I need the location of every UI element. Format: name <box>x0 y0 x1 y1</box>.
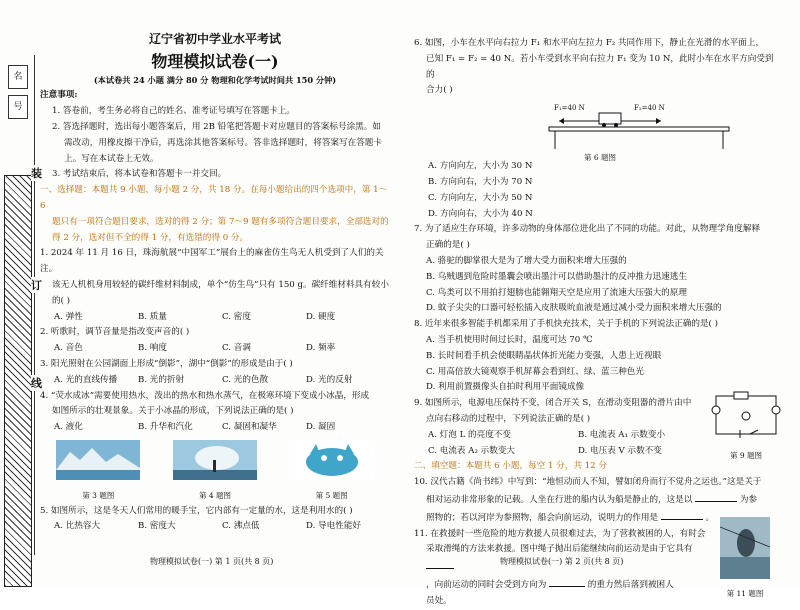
q1-line: 1. 2024 年 11 月 16 日，珠海航展“中国军工”展台上的麻雀仿生鸟无人机受到了人们的关注。 <box>40 248 384 275</box>
q4-line: 4. “荧水成冰”需要使用热水，泼出的热水和热水蒸气，在极寒环境下变成小冰晶，形成 <box>40 390 370 401</box>
force-right-label: F₂=40 N <box>634 104 665 113</box>
q9-line: 点向右移动的过程中，下列说法正确的是( ) <box>426 413 591 424</box>
q2-stem: 2. 听歌时，调节音量是指改变声音的( ) <box>40 327 190 338</box>
q6-line: 6. 如图，小车在水平向右拉力 F₁ 和水平向左拉力 F₂ 共同作用下，静止在光滑的水平面上， <box>414 38 765 48</box>
q1-line: 该无人机机身用较轻的碳纤维材料制成，单个“仿生鸟”只有 150 g。碳纤维材料具有较小 <box>52 279 389 290</box>
option: A. 方向向左，大小为 30 N <box>428 161 533 172</box>
section1-line: 得 2 分，选对但不全的得 1 分，有选错的得 0 分。 <box>52 232 249 243</box>
figure-3 <box>56 440 140 504</box>
q10-line-2 <box>414 491 782 509</box>
note-line: 2. 答选择题时，选出每小题答案后，用 2B 铅笔把答题卡对应题目的答案标号涂黑。如 <box>52 121 381 132</box>
option: C. 沸点低 <box>222 521 260 532</box>
section2-heading: 二、填空题：本题共 6 小题，每空 1 分，共 12 分 <box>414 461 607 472</box>
side-char-ding: 订 <box>31 279 42 292</box>
q6-line: 已知 F₁ = F₂ = 40 N。若小车受到水平向右拉力 F₁ 变为 10 N，此时小车在水平方向受到的 <box>426 53 774 80</box>
number-label: 号 <box>8 95 28 119</box>
figure-5-caption: 第 5 题图 <box>315 490 348 500</box>
option: B. 乌贼遇到危险时墨囊会喷出墨汁可以借助墨汁的反冲推力迅速逃生 <box>426 271 687 282</box>
option: A. 光的直线传播 <box>54 374 118 385</box>
q9-options <box>414 428 728 460</box>
section1-line: 题只有一项符合题目要求，选对的得 2 分；第 7～9 题有多项符合题目要求，全部选对的 <box>52 216 389 227</box>
water-to-ice-image <box>173 440 257 480</box>
exam-name: 辽宁省初中学业水平考试 <box>148 32 281 46</box>
figure-4-caption: 第 4 题图 <box>198 490 231 500</box>
figure-11-caption: 第 11 题图 <box>726 589 764 599</box>
footer-right: 物理模拟试卷(一) 第 2 页(共 8 页) <box>500 557 624 566</box>
notes-heading: 注意事项: <box>40 90 78 101</box>
option: D. 利用前置摄像头自拍时利用平面镜成像 <box>426 382 585 393</box>
option: B. 响度 <box>138 343 167 354</box>
circuit-diagram <box>710 390 782 440</box>
option: D. 电压表 V 示数不变 <box>578 445 662 456</box>
answer-blank[interactable] <box>426 558 454 569</box>
note-line: 3. 考试结束后，将本试卷和答题卡一并交回。 <box>52 169 227 180</box>
figure-row <box>40 440 390 504</box>
page-title: 物理模拟试卷(一) <box>151 51 279 71</box>
option: A. 比热容大 <box>54 521 101 532</box>
q11-line: 员处。 <box>426 595 452 606</box>
option: D. 硬度 <box>306 311 336 322</box>
q3-options <box>40 373 390 389</box>
q11-text: 的重力然后落到被困人 <box>587 579 674 590</box>
option: B. 升华和汽化 <box>138 422 193 433</box>
option: C. 方向向左，大小为 50 N <box>428 192 533 203</box>
option: C. 光的色散 <box>222 374 269 385</box>
q11-text: ，向前运动的同时会受到方向为 <box>426 579 547 590</box>
option: D. 光的反射 <box>306 374 353 385</box>
q3-stem: 3. 阳光照射在公园湖面上形成“倒影”，湖中“倒影”的形成是由于( ) <box>40 358 293 369</box>
q8-stem: 8. 近年来很多智能手机都采用了手机快充技术，关于手机的下列说法正确的是( ) <box>414 319 718 330</box>
q4-line: 如图所示的壮观景象。关于小冰晶的形成，下列说法正确的是( ) <box>52 406 294 417</box>
q11-text: 采取滑绳的方法来救援。图中绳子抛出后能继续向前运动是由于它具有 <box>426 544 693 555</box>
q4-options <box>40 420 390 436</box>
answer-blank[interactable] <box>549 576 585 587</box>
figure-4 <box>173 440 257 504</box>
q5-stem: 5. 如图所示，这是冬天人们常用的暖手宝，它内部有一定量的水，这是利用水的( ) <box>40 505 353 516</box>
figure-3-caption: 第 3 题图 <box>82 490 115 500</box>
q1-line: 的( ) <box>52 295 71 306</box>
right-column <box>414 36 782 610</box>
option: C. 密度 <box>222 311 251 322</box>
binding-margin <box>0 55 35 555</box>
q10-text: 。 <box>705 512 715 523</box>
option: A. 骆驼的脚掌很大是为了增大受力面积来增大压强的 <box>426 255 627 266</box>
q9-block <box>414 396 782 459</box>
option: A. 弹性 <box>54 311 83 322</box>
q11-block <box>414 527 782 610</box>
hatched-seal-strip <box>4 175 32 587</box>
note-line: 1. 答卷前，考生务必将自己的姓名、准考证号填写在答题卡上。 <box>52 106 295 117</box>
option: A. 灯泡 L 的亮度不变 <box>428 429 511 440</box>
option: B. 密度大 <box>138 521 176 532</box>
figure-9 <box>710 390 782 464</box>
q10-text: 相对运动非常形象的记载。人坐在行进的船内认为船是静止的，这是以 <box>426 494 693 505</box>
note-line: 上。写在本试卷上无效。 <box>64 153 159 164</box>
footer-left: 物理模拟试卷(一) 第 1 页(共 8 页) <box>150 557 274 566</box>
option: B. 方向向右，大小为 70 N <box>428 176 533 187</box>
note-line: 需改动，用橡皮擦干净后，再选涂其他答案标号。答非选择题时，将答案写在答题卡 <box>64 137 382 148</box>
figure-9-caption: 第 9 题图 <box>729 450 763 460</box>
q10-text: 为参 <box>739 494 758 505</box>
figure-6-caption: 第 6 题图 <box>584 153 617 163</box>
option: B. 质量 <box>138 311 167 322</box>
q6-options <box>414 159 782 222</box>
option: C. 凝固和凝华 <box>222 422 277 433</box>
option: A. 液化 <box>54 422 83 433</box>
figure-11 <box>720 517 770 603</box>
iceberg-image <box>56 440 140 480</box>
q6-line: 合力( ) <box>426 85 453 96</box>
name-label: 名 <box>8 65 28 89</box>
option: A. 当手机使用时间过长时，温度可达 70 ℃ <box>426 334 593 345</box>
option: C. 用高倍放大镜观察手机屏幕会看到红、绿、蓝三种色光 <box>426 366 644 377</box>
force-left-label: F₁=40 N <box>554 104 585 113</box>
figure-5 <box>290 440 374 504</box>
exam-info: (本试卷共 24 小题 满分 80 分 物理和化学考试时间共 150 分钟) <box>93 74 337 85</box>
section1-line: 一、选择题：本题共 9 小题，每小题 2 分，共 18 分。在每小题给出的四个选项中，第 1～6 <box>40 185 388 211</box>
q11-line-3 <box>414 576 726 594</box>
option: B. 电流表 A₁ 示数变小 <box>578 429 666 440</box>
q9-line: 9. 如图所示，电源电压保持不变，闭合开关 S，在滑动变阻器的滑片由中 <box>414 398 692 409</box>
option: C. 电流表 A₂ 示数变大 <box>428 445 516 456</box>
option: B. 光的折射 <box>138 374 185 385</box>
option: D. 方向向右，大小为 40 N <box>428 208 533 219</box>
q11-line: 11. 在救援时一些危险的地方救援人员很难过去，为了营救被困的人，有时会 <box>414 528 706 539</box>
q1-options <box>40 310 390 326</box>
option: D. 导电性能好 <box>306 521 362 532</box>
option: C. 鸟类可以不用拍打翅膀也能翱翔天空是应用了流速大压强大的原理 <box>426 287 687 298</box>
option: A. 音色 <box>54 343 83 354</box>
q7-line: 7. 为了适应生存环境，许多动物的身体部位进化出了不同的功能。对此，从物理学角度解释 <box>414 224 761 235</box>
option: D. 凝固 <box>306 422 336 433</box>
q2-options <box>40 341 390 357</box>
left-column <box>40 30 390 535</box>
rope-rescue-image <box>720 517 770 579</box>
figure-6 <box>414 99 782 163</box>
option: B. 长时间看手机会使眼睛晶状体折光能力变强，人患上近视眼 <box>426 350 662 361</box>
side-char-zhuang: 装 <box>31 167 42 180</box>
q5-options <box>40 519 390 535</box>
answer-blank[interactable] <box>661 509 703 520</box>
option: D. 蚊子尖尖的口器可轻松插入皮肤吸吮血液是通过减小受力面积来增大压强的 <box>426 303 722 314</box>
side-char-xian: 线 <box>31 377 42 390</box>
q10-text: 照物的；若以河岸为参照物，船会向前运动，说明力的作用是 <box>426 512 659 523</box>
option: D. 频率 <box>306 343 336 354</box>
q10-line: 10. 汉代古籍《尚书纬》中写到：“地恒动而人不知，譬如闭舟而行不觉舟之运也。”这是关于 <box>414 477 762 488</box>
answer-blank[interactable] <box>695 491 737 502</box>
hand-warmer-image <box>290 440 374 480</box>
q7-line: 正确的是( ) <box>426 240 470 251</box>
option: C. 音调 <box>222 343 251 354</box>
